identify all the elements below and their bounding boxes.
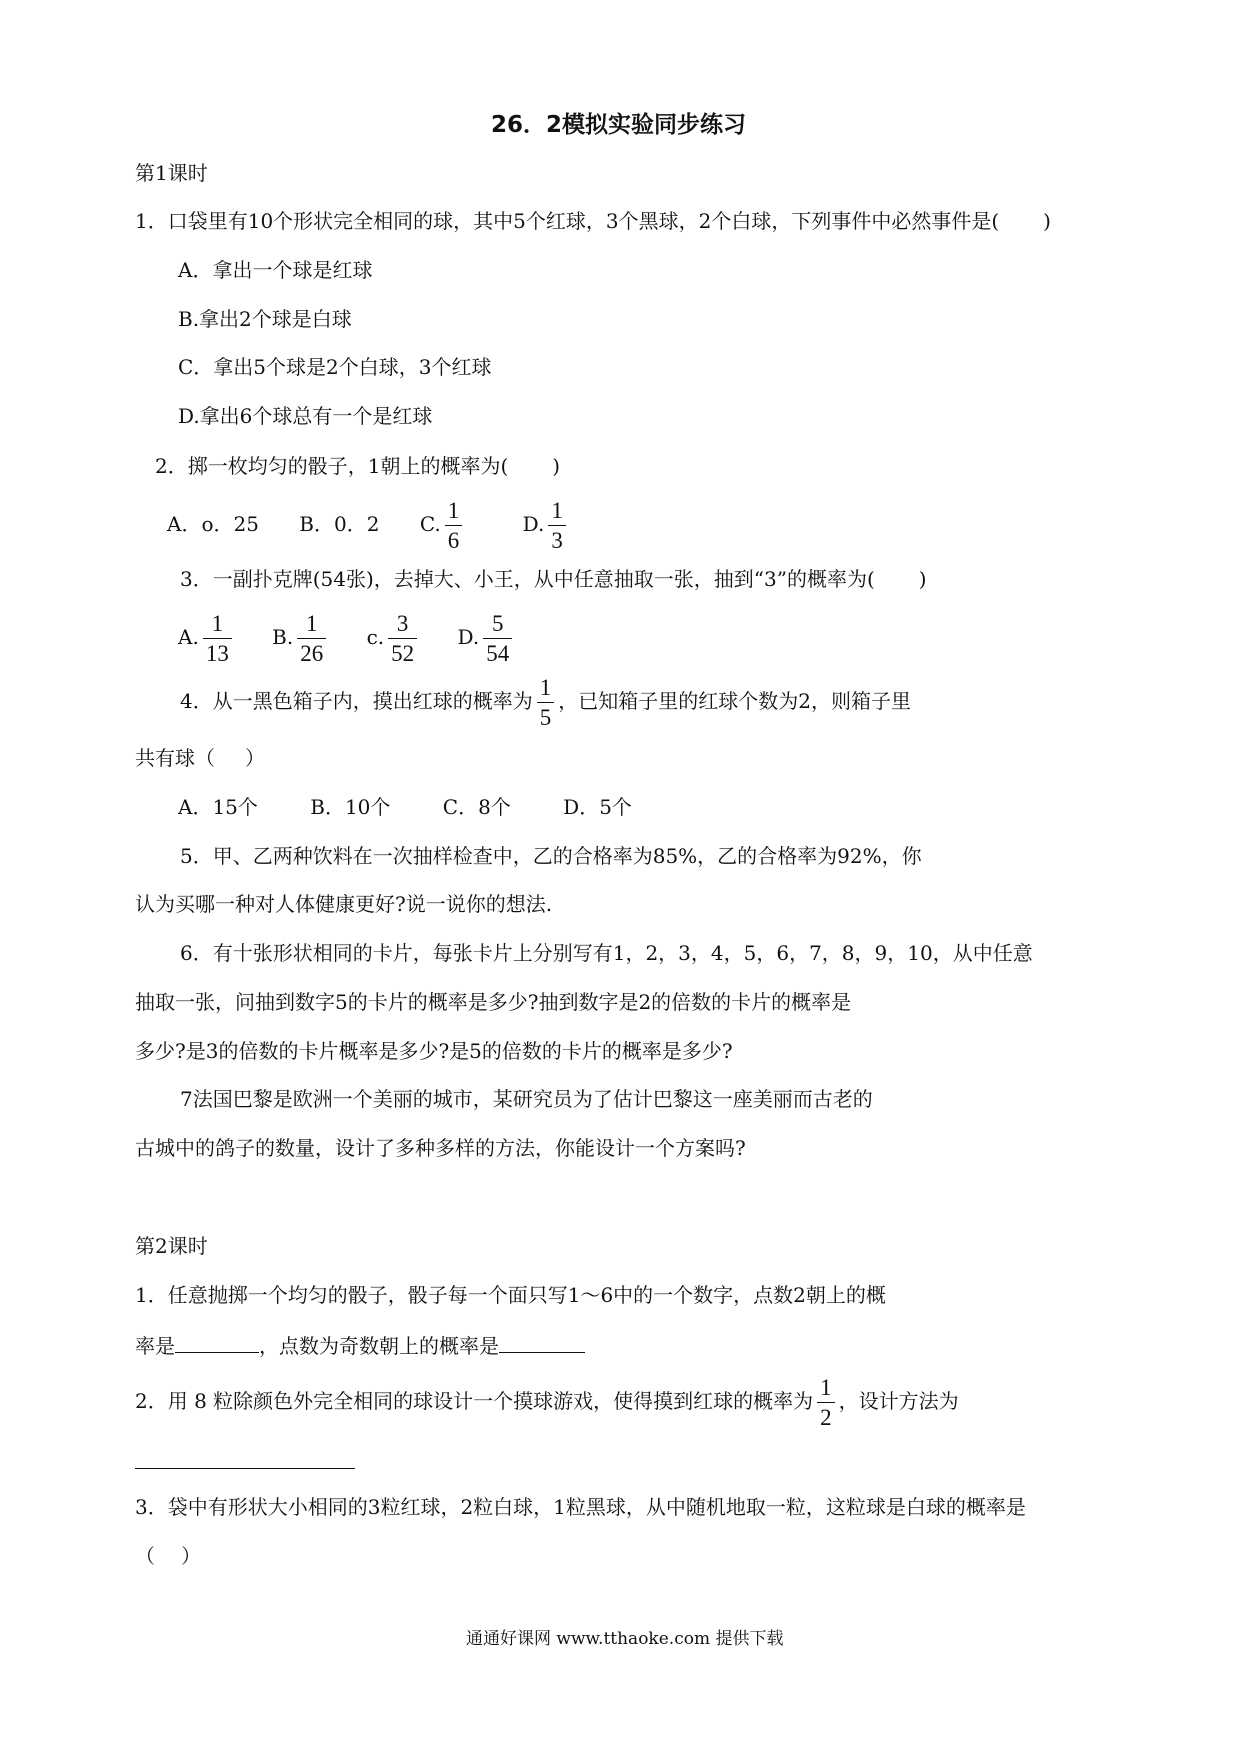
q1-3-option-b-label: B. <box>272 625 294 649</box>
page-title: 26．2模拟实验同步练习 <box>491 112 747 138</box>
q1-3-option-c-label: c. <box>366 625 385 649</box>
lesson2-heading: 第2课时 <box>135 1234 208 1258</box>
q1-1-paren-close: ) <box>1043 209 1051 233</box>
q1-1-stem <box>135 211 1051 231</box>
q1-2-stem <box>155 456 560 476</box>
answer-blank-2[interactable] <box>499 1334 585 1353</box>
q1-2-options <box>167 494 570 554</box>
fraction-denominator: 13 <box>203 638 232 665</box>
q1-7-line1: 7法国巴黎是欧洲一个美丽的城市，某研究员为了估计巴黎这一座美丽而古老的 <box>180 1087 873 1111</box>
fraction-denominator: 54 <box>483 638 512 665</box>
q2-3-line1: 3．袋中有形状大小相同的3粒红球，2粒白球，1粒黑球，从中随机地取一粒，这粒球是白球的概率是 <box>135 1495 1026 1519</box>
q1-2-paren-close: ) <box>552 454 561 478</box>
q1-6-line3: 多少?是3的倍数的卡片概率是多少?是5的倍数的卡片的概率是多少? <box>135 1039 733 1063</box>
fraction-numerator: 1 <box>539 675 552 700</box>
fraction-numerator: 1 <box>211 611 224 636</box>
q1-4-stem <box>180 670 911 732</box>
q1-4-option-a: A．15个 <box>178 795 258 819</box>
q1-2-option-a: A．o．25 <box>167 512 259 536</box>
fraction-numerator: 5 <box>491 611 504 636</box>
q1-4-options <box>178 797 632 817</box>
q2-3-line2 <box>135 1546 201 1566</box>
q2-3-paren-close: ） <box>181 1544 201 1568</box>
fraction-denominator: 2 <box>817 1402 835 1429</box>
q1-3-stem-text: 3．一副扑克牌(54张)，去掉大、小王，从中任意抽取一张，抽到“3”的概率为( <box>180 567 875 591</box>
q1-6-line1: 6．有十张形状相同的卡片，每张卡片上分别写有1，2，3，4，5，6，7，8，9，10，从中任意 <box>180 941 1033 965</box>
q1-2-option-d-label: D. <box>522 512 545 536</box>
q1-3-option-c-fraction <box>388 612 417 665</box>
q1-3-option-a-label: A. <box>178 625 199 649</box>
fraction-denominator: 6 <box>445 525 463 552</box>
q1-2-option-c-label: C. <box>419 512 441 536</box>
footer-source: 通通好课网 www.tthaoke.com 提供下载 <box>466 1629 784 1649</box>
q1-4-option-c: C．8个 <box>442 795 511 819</box>
answer-blank-3[interactable] <box>135 1468 355 1469</box>
q1-1-option-c: C．拿出5个球是2个白球，3个红球 <box>178 355 492 379</box>
q1-3-paren-close: ) <box>918 567 927 591</box>
q1-4-stem-pre: 4．从一黑色箱子内，摸出红球的概率为 <box>180 689 533 713</box>
q1-1-stem-text: 1．口袋里有10个形状完全相同的球，其中5个红球，3个黑球，2个白球，下列事件中必然事件是( <box>135 209 1000 233</box>
q1-2-option-b: B．0．2 <box>299 512 380 536</box>
q1-5-line1: 5．甲、乙两种饮料在一次抽样检查中，乙的合格率为85%，乙的合格率为92%，你 <box>180 844 922 868</box>
q1-3-options <box>178 606 516 668</box>
q1-4-option-b: B．10个 <box>310 795 391 819</box>
q1-4-line2-text: 共有球（ <box>135 746 215 770</box>
q1-3-option-d-fraction <box>483 612 512 665</box>
q2-2-stem <box>135 1370 959 1432</box>
q1-7-line2: 古城中的鸽子的数量，设计了多种多样的方法，你能设计一个方案吗? <box>135 1136 746 1160</box>
q1-1-option-b: B.拿出2个球是白球 <box>178 307 352 331</box>
fraction-denominator: 3 <box>548 525 566 552</box>
q1-2-stem-text: 2．掷一枚均匀的骰子，1朝上的概率为( <box>155 454 509 478</box>
q1-2-option-c-fraction <box>445 499 463 552</box>
fraction-numerator: 3 <box>396 611 409 636</box>
fraction-denominator: 52 <box>388 638 417 665</box>
q2-2-stem-pre: 2．用 8 粒除颜色外完全相同的球设计一个摸球游戏，使得摸到红球的概率为 <box>135 1389 814 1413</box>
q1-2-option-d-fraction <box>548 499 566 552</box>
q1-1-option-d: D.拿出6个球总有一个是红球 <box>178 404 433 428</box>
q1-3-option-b-fraction <box>297 612 326 665</box>
q1-4-stem-post: ，已知箱子里的红球个数为2，则箱子里 <box>558 689 911 713</box>
fraction-denominator: 26 <box>297 638 326 665</box>
q2-2-fraction <box>817 1376 835 1429</box>
answer-blank-1[interactable] <box>175 1334 259 1353</box>
q1-4-paren-close: ） <box>245 746 265 770</box>
q2-1-line2-mid: ，点数为奇数朝上的概率是 <box>259 1334 499 1358</box>
fraction-denominator: 5 <box>537 702 555 729</box>
q1-3-option-d-label: D. <box>457 625 480 649</box>
q1-4-stem-line2 <box>135 748 265 768</box>
q1-4-option-d: D．5个 <box>563 795 632 819</box>
q2-2-stem-post: ，设计方法为 <box>838 1389 959 1413</box>
q2-1-line1: 1．任意抛掷一个均匀的骰子，骰子每一个面只写1～6中的一个数字，点数2朝上的概 <box>135 1283 886 1307</box>
fraction-numerator: 1 <box>305 611 318 636</box>
q2-1-line2 <box>135 1334 585 1356</box>
fraction-numerator: 1 <box>820 1375 832 1400</box>
fraction-numerator: 1 <box>551 498 563 523</box>
lesson1-heading: 第1课时 <box>135 161 208 185</box>
fraction-numerator: 1 <box>447 498 460 523</box>
q1-3-stem <box>180 569 927 589</box>
q1-4-fraction <box>537 676 555 729</box>
q2-1-line2-pre: 率是 <box>135 1334 175 1358</box>
q1-3-option-a-fraction <box>203 612 232 665</box>
q1-5-line2: 认为买哪一种对人体健康更好?说一说你的想法. <box>135 892 553 916</box>
q1-1-option-a: A．拿出一个球是红球 <box>178 258 373 282</box>
q1-6-line2: 抽取一张，问抽到数字5的卡片的概率是多少?抽到数字是2的倍数的卡片的概率是 <box>135 990 852 1014</box>
q2-3-paren-open: （ <box>135 1544 155 1568</box>
